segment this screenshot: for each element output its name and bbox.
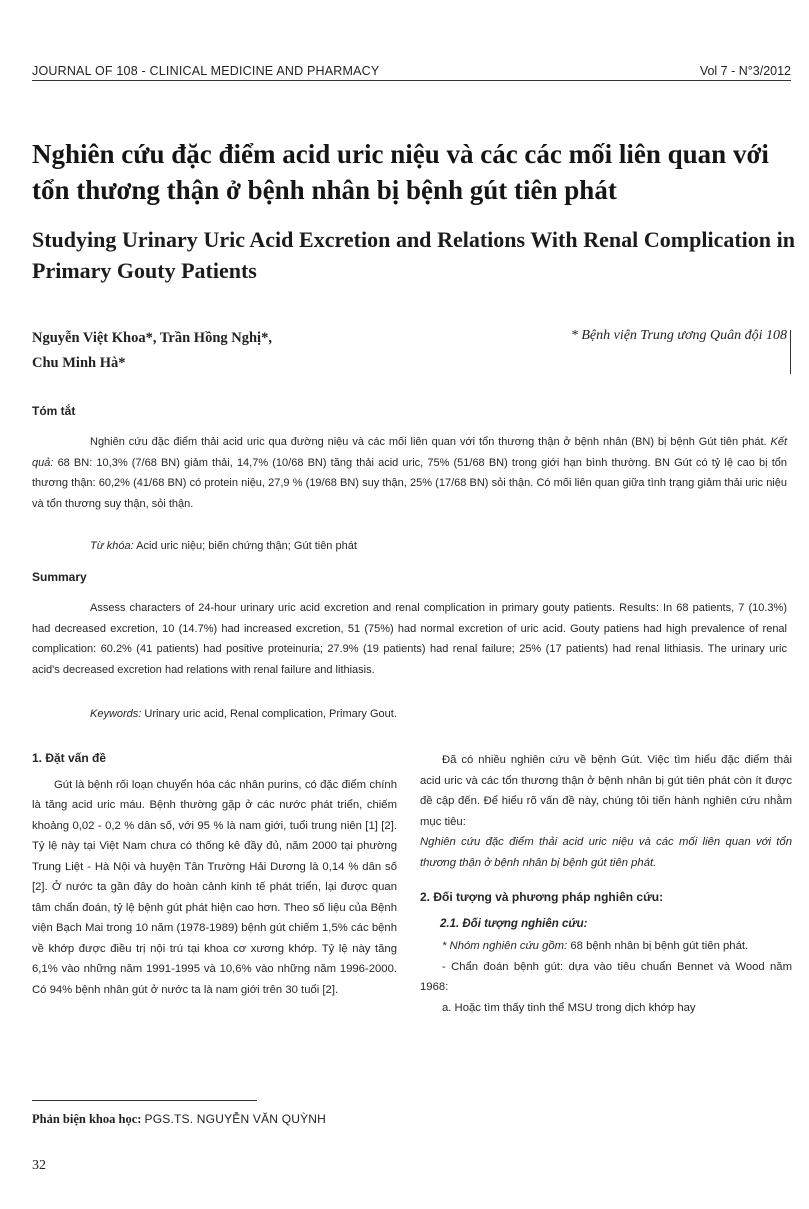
volume-issue: Vol 7 - N°3/2012	[699, 64, 791, 78]
abstract-vi-text: Nghiên cứu đặc điểm thải acid uric qua đường niệu và các mối liên quan với tổn thương thận ở bệnh nhân (BN) bị bệnh Gút tiên phát. Kết quả: 68 BN: 10,3% (7/68 BN) giảm thải, 14,7% (10/68 BN) tăng thải acid uric, 75% (51/68 BN) trong giới hạn bình thường. BN Gút có tỷ lệ cao bị tổn thương thận: 60,2% (41/68 BN) có protein niệu, 27,9 % (19/68 BN) suy thận, 25% (17/68 BN) sỏi thận. Có mối liên quan giữa tình trạng giảm thải uric niệu và tổn thương suy thận, sỏi thận.	[32, 436, 787, 510]
reviewer-note: Phản biện khoa học: PGS.TS. NGUYỄN VĂN QUỲNH	[32, 1112, 327, 1126]
left-column	[32, 748, 397, 1000]
title-english: Studying Urinary Uric Acid Excretion and Relations With Renal Complication in Primary Gouty Patients	[32, 227, 795, 283]
summary-text: Assess characters of 24-hour urinary uric acid excretion and renal complication in primary gouty patients. Results: In 68 patients, 7 (10.3%) had decreased excretion, 10 (14.7%) had increased excretion, 51 (75%) had normal excretion of uric acid. Gouty patiens had high prevalence of renal complication: 60.2% (41 patients) had positive proteinuria; 27.9% (19 patients) had renal failure; 25% (17 patients) had renal lithiasis. The urinary uric acid's decreased excretion had relations with renal failure and lithiasis.	[32, 602, 787, 676]
header-divider	[32, 80, 791, 81]
authors-line-2: Chu Minh Hà*	[32, 355, 126, 371]
section-2-heading: 2. Đối tượng và phương pháp nghiên cứu:	[420, 890, 664, 904]
running-header	[32, 54, 791, 78]
affiliation-divider	[790, 330, 791, 374]
footnote-divider	[32, 1100, 257, 1101]
affiliation: * Bệnh viện Trung ương Quân đội 108	[570, 328, 787, 343]
summary-keywords: Keywords: Urinary uric acid, Renal complication, Primary Gout.	[90, 708, 397, 720]
diagnosis-criteria: - Chẩn đoán bệnh gút: dựa vào tiêu chuẩn Bennet và Wood năm 1968:	[420, 960, 792, 993]
subsection-2-1-heading: 2.1. Đối tượng nghiên cứu:	[440, 917, 588, 930]
study-group: * Nhóm nghiên cứu gồm: 68 bệnh nhân bị bệnh gút tiên phát.	[442, 940, 749, 952]
section-1-heading: 1. Đặt vấn đề	[32, 751, 107, 765]
study-objective: Nghiên cứu đặc điểm thải acid uric niệu và các mối liên quan với tổn thương thận ở bệnh nhân bị bệnh gút tiên phát.	[420, 836, 792, 869]
section-1-paragraph-1: Gút là bệnh rối loạn chuyển hóa các nhân purins, có đặc điểm chính là tăng acid uric máu. Bệnh thường gặp ở các nước phát triển, chiếm khoảng 0,02 - 0,2 % dân số, với 95 % là nam giới, tuổi trung niên [1] [2]. Tỷ lệ này tại Việt Nam chưa có thống kê đầy đủ, năm 2000 tại phường Trung Liệt - Hà Nội và huyện Tân Trường Hải Dương là 0,14 % dân số [2]. Ở nước ta gần đây do hoàn cảnh kinh tế phát triển, lại được quan tâm chẩn đoán, tỷ lệ bệnh gút phát hiện cao hơn. Theo số liệu của Bệnh viện Bạch Mai trong 10 năm (1978-1989) bệnh gút chiếm 1,5% các bệnh về khớp được điều trị nội trú tại khoa cơ xương khớp. Tỷ lệ này tăng 6,1% vào những năm 1991-1995 và 10,6% vào những năm 1996-2000. Có 94% bệnh nhân gút ở nước ta là nam giới trên 30 tuổi [2].	[32, 778, 397, 996]
criteria-a: a. Hoặc tìm thấy tinh thể MSU trong dịch khớp hay	[442, 1001, 696, 1014]
summary-heading: Summary	[32, 570, 87, 584]
abstract-vi-heading: Tóm tắt	[32, 404, 76, 418]
abstract-vi-keywords: Từ khóa: Acid uric niệu; biến chứng thận; Gút tiên phát	[90, 540, 357, 552]
journal-name: JOURNAL OF 108 - CLINICAL MEDICINE AND PHARMACY	[32, 64, 380, 78]
page-number: 32	[32, 1158, 46, 1173]
right-column	[420, 750, 792, 1018]
section-1-paragraph-2: Đã có nhiều nghiên cứu về bệnh Gút. Việc tìm hiểu đặc điểm thải acid uric và các tổn thương thận ở bệnh nhân bị gút tiên phát còn ít được đề cập đến. Để hiểu rõ vấn đề này, chúng tôi tiến hành nghiên cứu nhằm mục tiêu:	[420, 754, 792, 828]
authors-line-1: Nguyễn Việt Khoa*, Trần Hồng Nghị*,	[32, 330, 272, 346]
title-vietnamese: Nghiên cứu đặc điểm acid uric niệu và các các mối liên quan với tổn thương thận ở bệnh nhân bị bệnh gút tiên phát	[32, 139, 769, 205]
author-list	[32, 326, 392, 376]
